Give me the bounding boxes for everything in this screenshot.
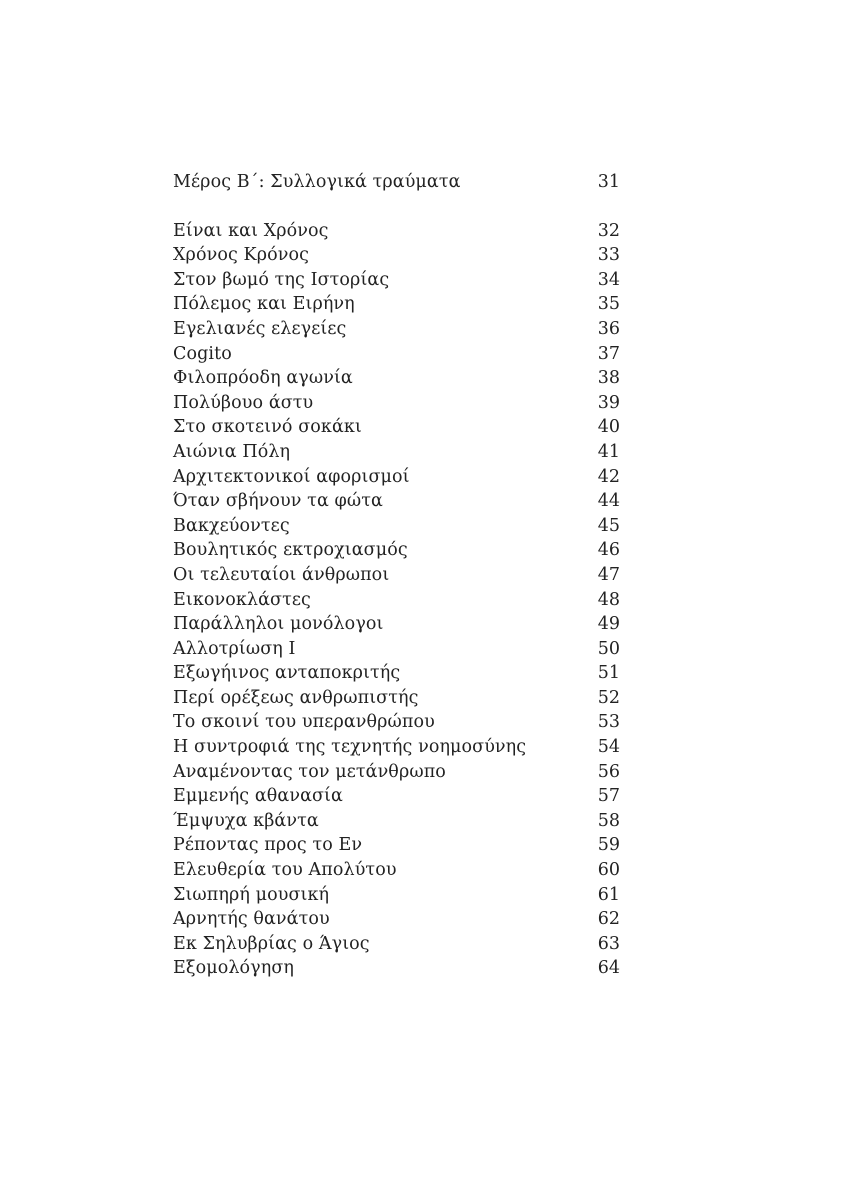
toc-entry-title: Οι τελευταίοι άνθρωποι [173,564,390,585]
toc-entry-page-number: 58 [597,810,620,831]
toc-entry [173,440,620,465]
toc-entry-title: Περί ορέξεως ανθρωπιστής [173,687,419,708]
toc-entry [173,342,620,367]
toc-entry-title: Σιωπηρή μουσική [173,884,330,905]
toc-entry-page-number: 37 [597,343,620,364]
toc-entry-page-number: 50 [597,638,620,659]
toc-entry [173,268,620,293]
toc-entries [173,219,620,981]
toc-entry-title: Αρχιτεκτονικοί αφορισμοί [173,466,410,487]
toc-entry-title: Αρνητής θανάτου [173,909,330,930]
toc-entry-title: Αναμένοντας τον μετάνθρωπο [173,761,446,782]
toc-entry-page-number: 51 [597,663,620,684]
toc-entry-page-number: 42 [597,466,620,487]
toc-entry-page-number: 41 [597,441,620,462]
toc-entry [173,514,620,539]
toc-entry-page-number: 39 [597,392,620,413]
toc-entry-page-number: 32 [597,220,620,241]
toc-entry [173,612,620,637]
toc-entry [173,858,620,883]
toc-entry-page-number: 64 [597,958,620,979]
toc-entry-title: Αιώνια Πόλη [173,441,291,462]
section-title: Μέρος Β΄: Συλλογικά τραύματα [173,172,461,192]
toc-entry-page-number: 40 [597,417,620,438]
toc-entry-page-number: 54 [597,737,620,758]
section-page-number: 31 [597,172,620,192]
toc-entry-title: Φιλοπρόοδη αγωνία [173,368,353,389]
table-of-contents [173,170,620,981]
toc-entry [173,833,620,858]
toc-entry [173,292,620,317]
toc-entry-title: Εξωγήινος ανταποκριτής [173,663,401,684]
toc-entry-page-number: 38 [597,368,620,389]
toc-entry [173,956,620,981]
toc-entry [173,588,620,613]
toc-entry-page-number: 44 [597,491,620,512]
toc-entry-page-number: 57 [597,786,620,807]
toc-entry-title: Ρέποντας προς το Εν [173,835,363,856]
toc-entry [173,219,620,244]
toc-entry [173,489,620,514]
toc-entry-page-number: 63 [597,933,620,954]
toc-entry-page-number: 53 [597,712,620,733]
toc-entry [173,735,620,760]
toc-entry-title: Πόλεμος και Ειρήνη [173,294,355,315]
toc-entry-title: Ελευθερία του Απολύτου [173,860,397,881]
toc-entry-page-number: 46 [597,540,620,561]
toc-entry-title: Πολύβουο άστυ [173,392,314,413]
toc-entry-title: Αλλοτρίωση Ι [173,638,296,659]
toc-entry-title: Εμμενής αθανασία [173,786,343,807]
toc-entry-page-number: 36 [597,318,620,339]
toc-entry-page-number: 52 [597,687,620,708]
toc-entry-page-number: 62 [597,909,620,930]
toc-entry-title: Εικονοκλάστες [173,589,311,610]
toc-entry-page-number: 60 [597,860,620,881]
toc-entry [173,465,620,490]
toc-section-heading [173,170,620,195]
toc-entry [173,809,620,834]
toc-entry-title: Εξομολόγηση [173,958,294,979]
toc-entry [173,760,620,785]
toc-entry-page-number: 33 [597,245,620,266]
toc-entry-title: Στο σκοτεινό σοκάκι [173,417,362,438]
toc-entry-page-number: 61 [597,884,620,905]
toc-entry [173,710,620,735]
toc-entry-title: Το σκοινί του υπερανθρώπου [173,712,435,733]
toc-entry-page-number: 35 [597,294,620,315]
toc-entry-page-number: 49 [597,614,620,635]
toc-entry-title: Εκ Σηλυβρίας ο Άγιος [173,933,370,954]
toc-entry-title: Η συντροφιά της τεχνητής νοημοσύνης [173,737,527,758]
toc-entry-title: Παράλληλοι μονόλογοι [173,614,384,635]
toc-entry-title: Χρόνος Κρόνος [173,245,309,266]
toc-entry-page-number: 48 [597,589,620,610]
toc-entry [173,366,620,391]
toc-entry [173,932,620,957]
toc-entry [173,243,620,268]
toc-entry [173,661,620,686]
toc-entry-title: Βακχεύοντες [173,515,290,536]
toc-entry-title: Εγελιανές ελεγείες [173,318,347,339]
toc-entry-page-number: 59 [597,835,620,856]
toc-entry-title: Βουλητικός εκτροχιασμός [173,540,408,561]
toc-entry-title: Έμψυχα κβάντα [173,810,319,831]
toc-entry [173,415,620,440]
toc-entry [173,686,620,711]
toc-entry [173,883,620,908]
toc-entry [173,907,620,932]
toc-entry [173,391,620,416]
toc-entry [173,538,620,563]
toc-entry-title: Είναι και Χρόνος [173,220,329,241]
toc-entry-title: Όταν σβήνουν τα φώτα [173,491,383,512]
toc-entry-page-number: 45 [597,515,620,536]
toc-entry [173,784,620,809]
toc-entry-page-number: 34 [597,269,620,290]
toc-entry [173,317,620,342]
toc-entry-page-number: 56 [597,761,620,782]
toc-entry [173,637,620,662]
toc-entry-title: Στον βωμό της Ιστορίας [173,269,390,290]
toc-entry [173,563,620,588]
toc-entry-title: Cogito [173,343,232,364]
toc-entry-page-number: 47 [597,564,620,585]
